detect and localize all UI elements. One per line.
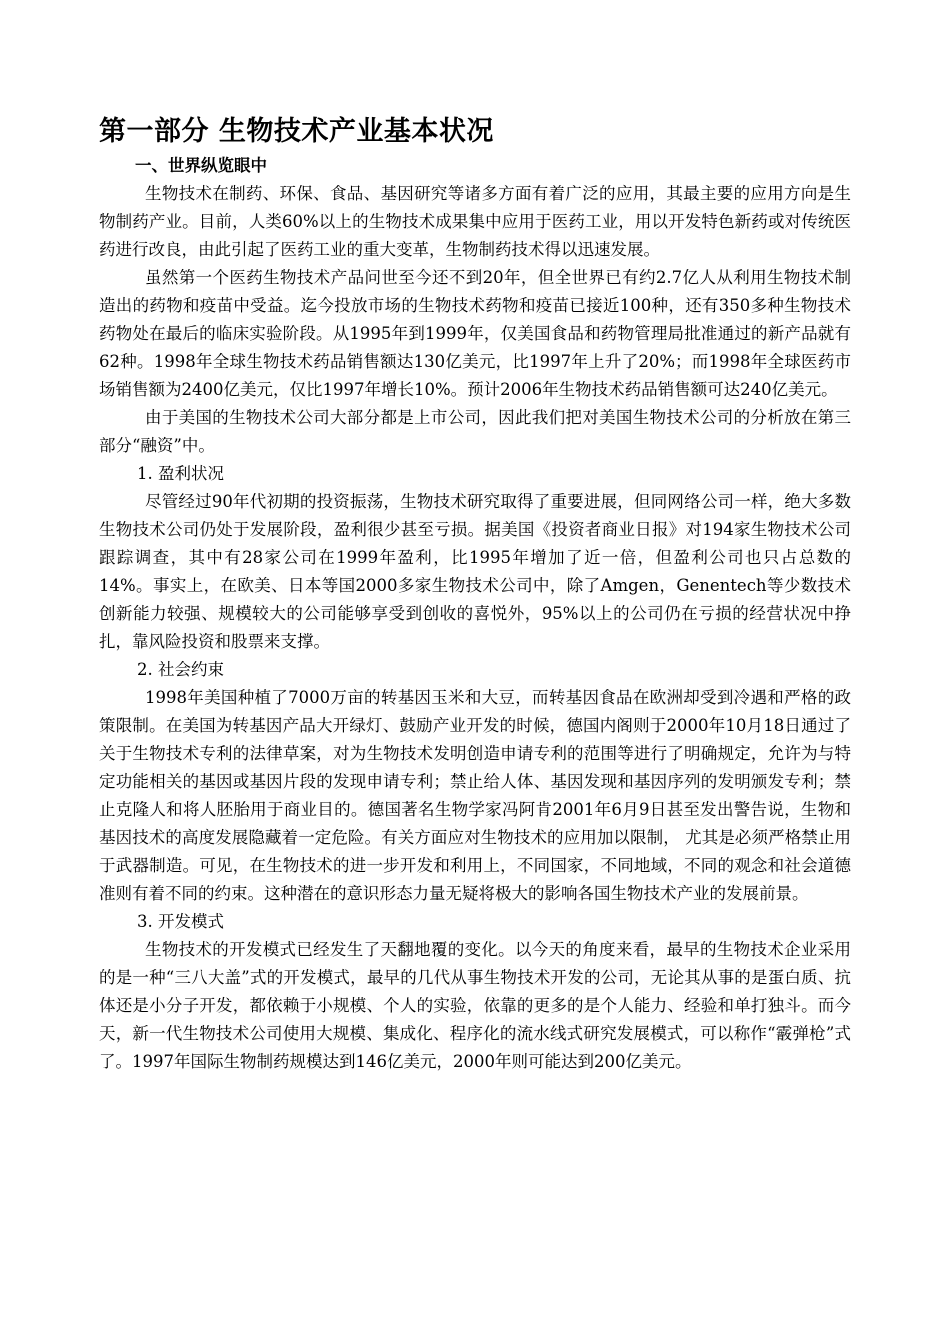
- document-body: [99, 112, 851, 1076]
- paragraph: 虽然第一个医药生物技术产品问世至今还不到20年，但全世界已有约2.7亿人从利用生物技术制造出的药物和疫苗中受益。迄今投放市场的生物技术药物和疫苗已接近100种，还有350多种生物技术药物处在最后的临床实验阶段。从1995年到1999年，仅美国食品和药物管理局批准通过的新产品就有62种。1998年全球生物技术药品销售额达130亿美元，比1997年上升了20%；而1998年全球医药市场销售额为2400亿美元，仅比1997年增长10%。预计2006年生物技术药品销售额可达240亿美元。: [99, 268, 851, 399]
- subsection-heading: 2. 社会约束: [137, 660, 224, 679]
- paragraph: 1998年美国种植了7000万亩的转基因玉米和大豆，而转基因食品在欧洲却受到冷遇和严格的政策限制。在美国为转基因产品大开绿灯、鼓励产业开发的时候，德国内阁则于2000年10月18日通过了关于生物技术专利的法律草案，对为生物技术发明创造申请专利的范围等进行了明确规定，允许为与特定功能相关的基因或基因片段的发现申请专利；禁止给人体、基因发现和基因序列的发明颁发专利；禁止克隆人和将人胚胎用于商业目的。德国著名生物学家冯阿肯2001年6月9日甚至发出警告说，生物和基因技术的高度发展隐藏着一定危险。有关方面应对生物技术的应用加以限制， 尤其是必须严格禁止用于武器制造。可见，在生物技术的进一步开发和利用上，不同国家，不同地域，不同的观念和社会道德准则有着不同的约束。这种潜在的意识形态力量无疑将极大的影响各国生物技术产业的发展前景。: [99, 688, 851, 903]
- subsection-heading: 1. 盈利状况: [137, 464, 224, 483]
- paragraph: 尽管经过90年代初期的投资振荡，生物技术研究取得了重要进展，但同网络公司一样，绝大多数生物技术公司仍处于发展阶段，盈利很少甚至亏损。据美国《投资者商业日报》对194家生物技术公司跟踪调查，其中有28家公司在1999年盈利，比1995年增加了近一倍，但盈利公司也只占总数的14%。事实上，在欧美、日本等国2000多家生物技术公司中，除了Amgen，Genentech等少数技术创新能力较强、规模较大的公司能够享受到创收的喜悦外，95%以上的公司仍在亏损的经营状况中挣扎，靠风险投资和股票来支撑。: [99, 492, 851, 651]
- paragraph: 由于美国的生物技术公司大部分都是上市公司，因此我们把对美国生物技术公司的分析放在第三部分“融资”中。: [99, 408, 851, 455]
- page-title: 第一部分 生物技术产业基本状况: [99, 116, 494, 147]
- subsection-heading: 3. 开发模式: [137, 912, 224, 931]
- section-heading: 一、世界纵览眼中: [135, 156, 267, 175]
- paragraph: 生物技术在制药、环保、食品、基因研究等诸多方面有着广泛的应用，其最主要的应用方向是生物制药产业。目前，人类60%以上的生物技术成果集中应用于医药工业，用以开发特色新药或对传统医药进行改良，由此引起了医药工业的重大变革，生物制药技术得以迅速发展。: [99, 184, 851, 259]
- paragraph: 生物技术的开发模式已经发生了天翻地覆的变化。以今天的角度来看，最早的生物技术企业采用的是一种“三八大盖”式的开发模式，最早的几代从事生物技术开发的公司，无论其从事的是蛋白质、抗体还是小分子开发，都依赖于小规模、个人的实验，依靠的更多的是个人能力、经验和单打独斗。而今天，新一代生物技术公司使用大规模、集成化、程序化的流水线式研究发展模式，可以称作“霰弹枪”式了。1997年国际生物制药规模达到146亿美元，2000年则可能达到200亿美元。: [99, 940, 851, 1071]
